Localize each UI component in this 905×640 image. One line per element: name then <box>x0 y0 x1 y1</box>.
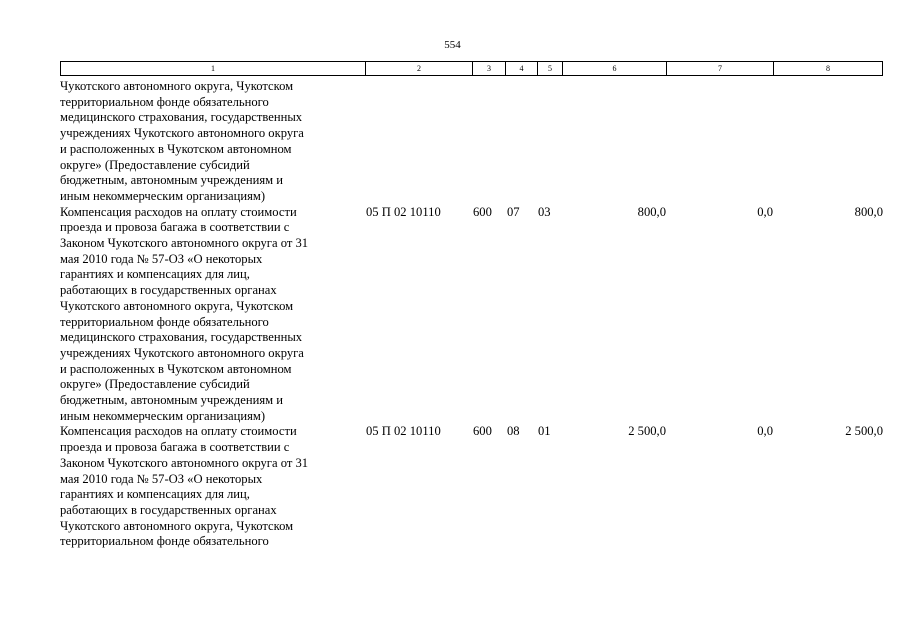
row-col8: 2 500,0 <box>845 424 883 439</box>
header-col-3: 3 <box>473 62 506 76</box>
table-row <box>60 205 882 425</box>
row-col6: 2 500,0 <box>628 424 666 439</box>
header-col-1: 1 <box>61 62 366 76</box>
row-csr: 05 П 02 10110 <box>366 424 441 439</box>
header-col-8: 8 <box>774 62 883 76</box>
row-pr: 03 <box>538 204 551 219</box>
row-description: Чукотского автономного округа, Чукотском территориальном фонде обязательного медицинского страхования, государственных учреждениях Чукотского автономного округа и расположенных в Чукотском автономном округе» (Предоставление субсидий бюджетным, автономным учреждениям и иным некоммерческим организациям) <box>60 79 304 203</box>
row-col7: 0,0 <box>757 204 773 219</box>
row-col7: 0,0 <box>757 424 773 439</box>
table-body <box>60 79 882 550</box>
row-col8: 800,0 <box>854 204 883 219</box>
header-col-6: 6 <box>563 62 667 76</box>
header-col-2: 2 <box>366 62 473 76</box>
header-col-5: 5 <box>538 62 563 76</box>
page-number: 554 <box>444 39 461 51</box>
row-rz: 07 <box>507 204 520 219</box>
row-vr: 600 <box>473 424 492 439</box>
table-row <box>60 424 882 550</box>
row-col6: 800,0 <box>637 204 666 219</box>
table-header <box>60 61 883 76</box>
row-description: Компенсация расходов на оплату стоимости проезда и провоза багажа в соответствии с Законом Чукотского автономного округа от 31 мая 2010 года № 57-ОЗ «О некоторых гарантиях и компенсациях для лиц, работающих в государственных органах Чукотского автономного округа, Чукотском территориальном фонде обязательного <box>60 424 309 549</box>
row-pr: 01 <box>538 424 551 439</box>
row-vr: 600 <box>473 204 492 219</box>
row-rz: 08 <box>507 424 520 439</box>
row-csr: 05 П 02 10110 <box>366 204 441 219</box>
header-col-4: 4 <box>506 62 538 76</box>
row-description: Компенсация расходов на оплату стоимости проезда и провоза багажа в соответствии с Законом Чукотского автономного округа от 31 мая 2010 года № 57-ОЗ «О некоторых гарантиях и компенсациях для лиц, работающих в государственных органах Чукотского автономного округа, Чукотском территориальном фонде обязательного медицинского страхования, государственных учреждениях Чукотского автономного округа и расположенных в Чукотском автономном округе» (Предоставление субсидий бюджетным, автономным учреждениям и иным некоммерческим организациям) <box>60 204 309 423</box>
header-col-7: 7 <box>667 62 774 76</box>
table-row <box>60 79 882 205</box>
